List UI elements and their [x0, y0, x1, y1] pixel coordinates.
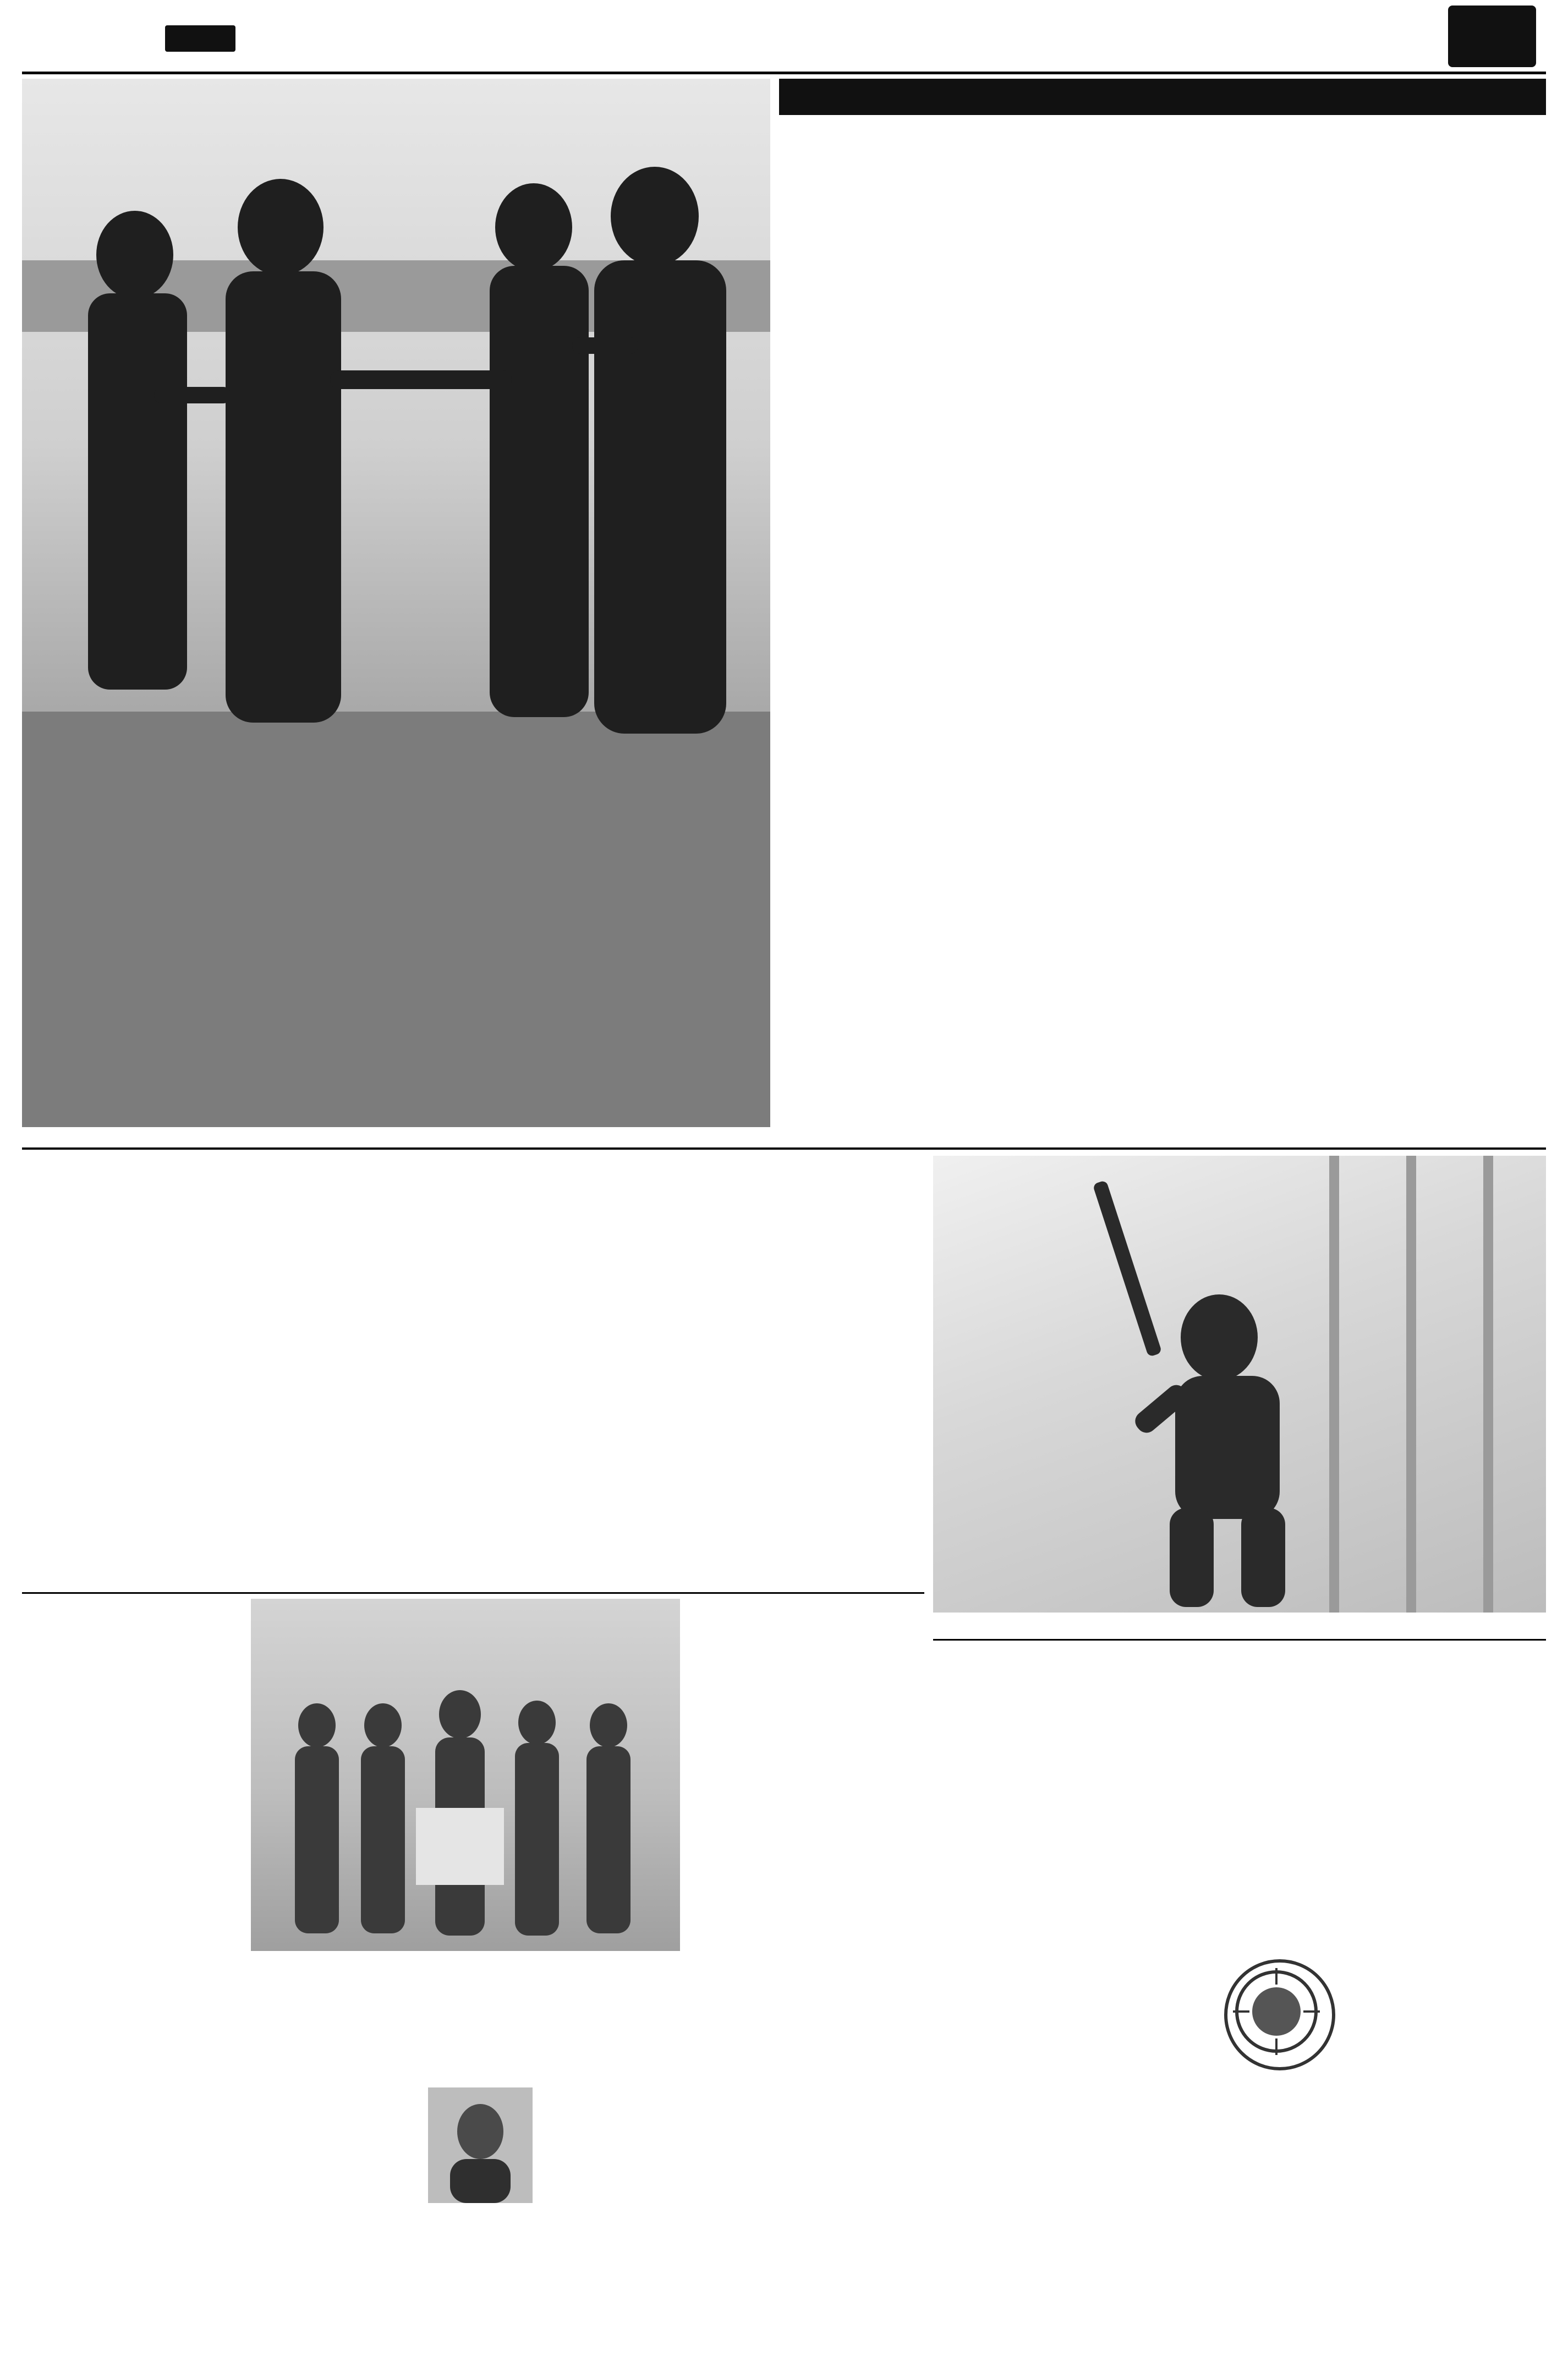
rohit-text [691, 1692, 922, 2372]
bcci-emblem [1227, 1963, 1325, 2061]
nz-col-3 [1166, 205, 1350, 1113]
nz-col-2 [973, 205, 1156, 1113]
ponting-photo [426, 2086, 534, 2205]
group-illustration [251, 1599, 680, 1951]
rule-board [933, 1639, 1546, 1641]
nz-players-illustration [22, 79, 770, 1127]
ponting-illustration [428, 2087, 533, 2203]
nz-kicker [779, 79, 1546, 115]
batsman-illustration [933, 1156, 1546, 1613]
masthead-rule [22, 72, 1546, 74]
nz-players-photo [22, 79, 770, 1127]
bumrah-text [22, 1662, 242, 2372]
rule-after-nz [22, 1147, 1546, 1150]
surya-col-4 [702, 1221, 921, 1584]
nz-col-4 [1360, 205, 1546, 1113]
masthead [0, 0, 1568, 74]
page-number [1448, 6, 1536, 67]
surya-col-2 [249, 1221, 466, 1584]
dainik-badge [165, 25, 235, 52]
surya-col-3 [475, 1221, 693, 1584]
rule-after-surya [22, 1592, 924, 1594]
tilak-photo [251, 1599, 680, 1951]
surya-col-1 [22, 1221, 239, 1584]
board-text [933, 1761, 1546, 2372]
bcci-logo [1224, 1959, 1335, 2070]
nz-col-1 [779, 205, 963, 1113]
batsman-photo [933, 1156, 1546, 1613]
